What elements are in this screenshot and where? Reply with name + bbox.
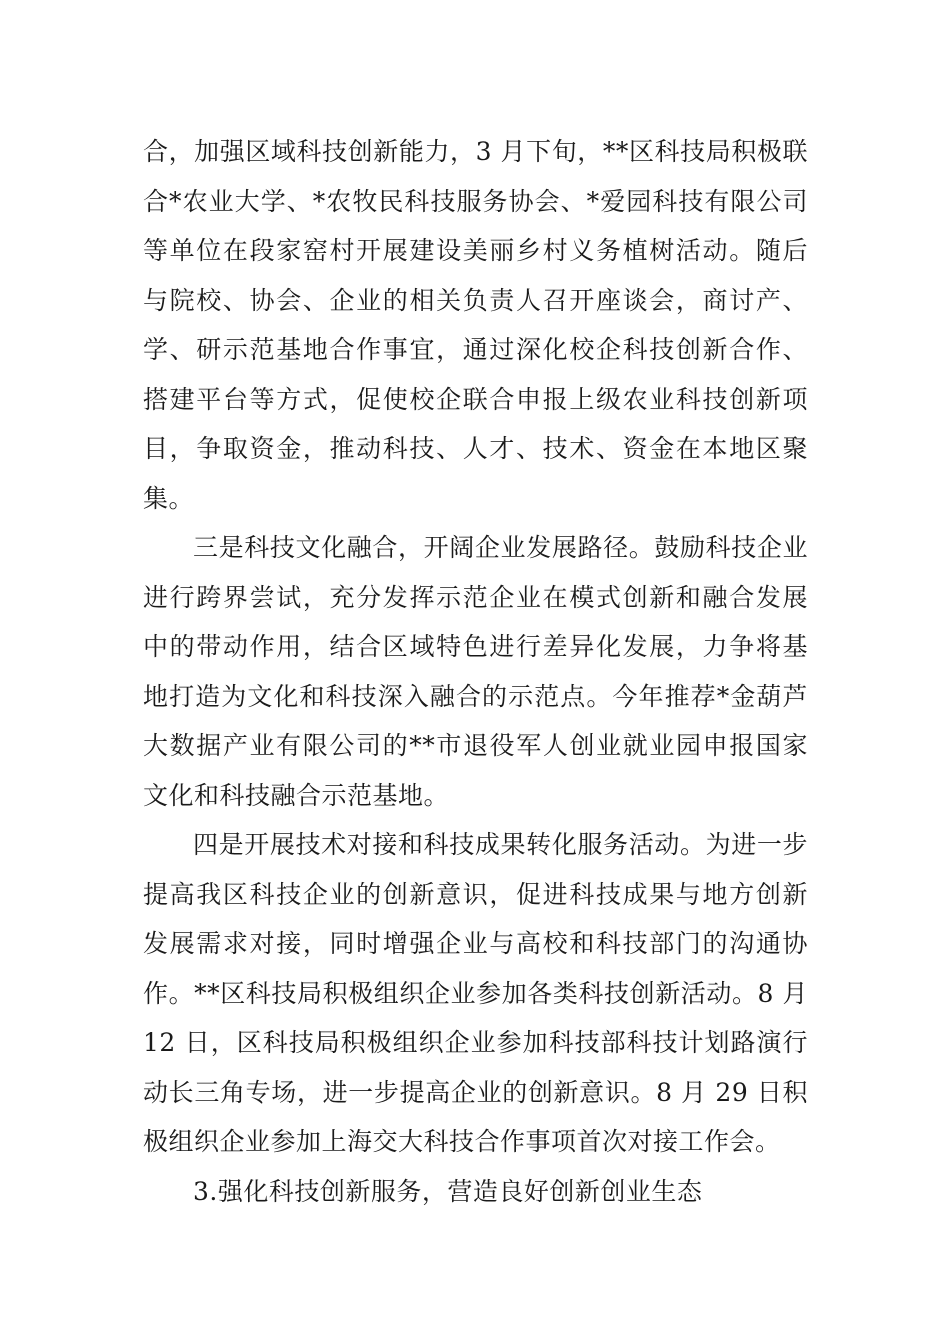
text-line: 12 日，区科技局积极组织企业参加科技部科技计划路演行	[143, 1028, 808, 1057]
text-line: 合，加强区域科技创新能力，3 月下旬，**区科技局积极联	[143, 137, 808, 166]
text-line: 四是开展技术对接和科技成果转化服务活动。为进一步	[193, 830, 808, 859]
paragraph-2	[143, 523, 808, 820]
text-line: 大数据产业有限公司的**市退役军人创业就业园申报国家	[143, 731, 808, 760]
document-body	[143, 127, 808, 1216]
text-line: 三是科技文化融合，开阔企业发展路径。鼓励科技企业	[193, 533, 808, 562]
text-line: 3.强化科技创新服务，营造良好创新创业生态	[193, 1176, 703, 1206]
text-line: 提高我区科技企业的创新意识，促进科技成果与地方创新	[143, 879, 808, 909]
text-line: 极组织企业参加上海交大科技合作事项首次对接工作会。	[143, 1127, 781, 1156]
text-line: 学、研示范基地合作事宜，通过深化校企科技创新合作、	[143, 335, 808, 364]
text-line: 动长三角专场，进一步提高企业的创新意识。8 月 29 日积	[143, 1077, 808, 1107]
paragraph-3	[143, 820, 808, 1167]
text-line: 作。**区科技局积极组织企业参加各类科技创新活动。8 月	[143, 978, 808, 1008]
text-line: 搭建平台等方式，促使校企联合申报上级农业科技创新项	[143, 384, 808, 414]
text-line: 文化和科技融合示范基地。	[143, 780, 450, 810]
paragraph-1	[143, 127, 808, 523]
section-heading	[143, 1167, 808, 1217]
text-line: 发展需求对接，同时增强企业与高校和科技部门的沟通协	[143, 929, 808, 958]
text-line: 进行跨界尝试，充分发挥示范企业在模式创新和融合发展	[143, 582, 808, 612]
text-line: 集。	[143, 483, 195, 513]
text-line: 中的带动作用，结合区域特色进行差异化发展，力争将基	[143, 632, 808, 661]
text-line: 等单位在段家窑村开展建设美丽乡村义务植树活动。随后	[143, 236, 808, 265]
text-line: 合*农业大学、*农牧民科技服务协会、*爱园科技有限公司	[143, 186, 808, 216]
text-line: 与院校、协会、企业的相关负责人召开座谈会，商讨产、	[143, 285, 808, 315]
text-line: 地打造为文化和科技深入融合的示范点。今年推荐*金葫芦	[143, 681, 808, 711]
text-line: 目，争取资金，推动科技、人才、技术、资金在本地区聚	[143, 434, 808, 463]
